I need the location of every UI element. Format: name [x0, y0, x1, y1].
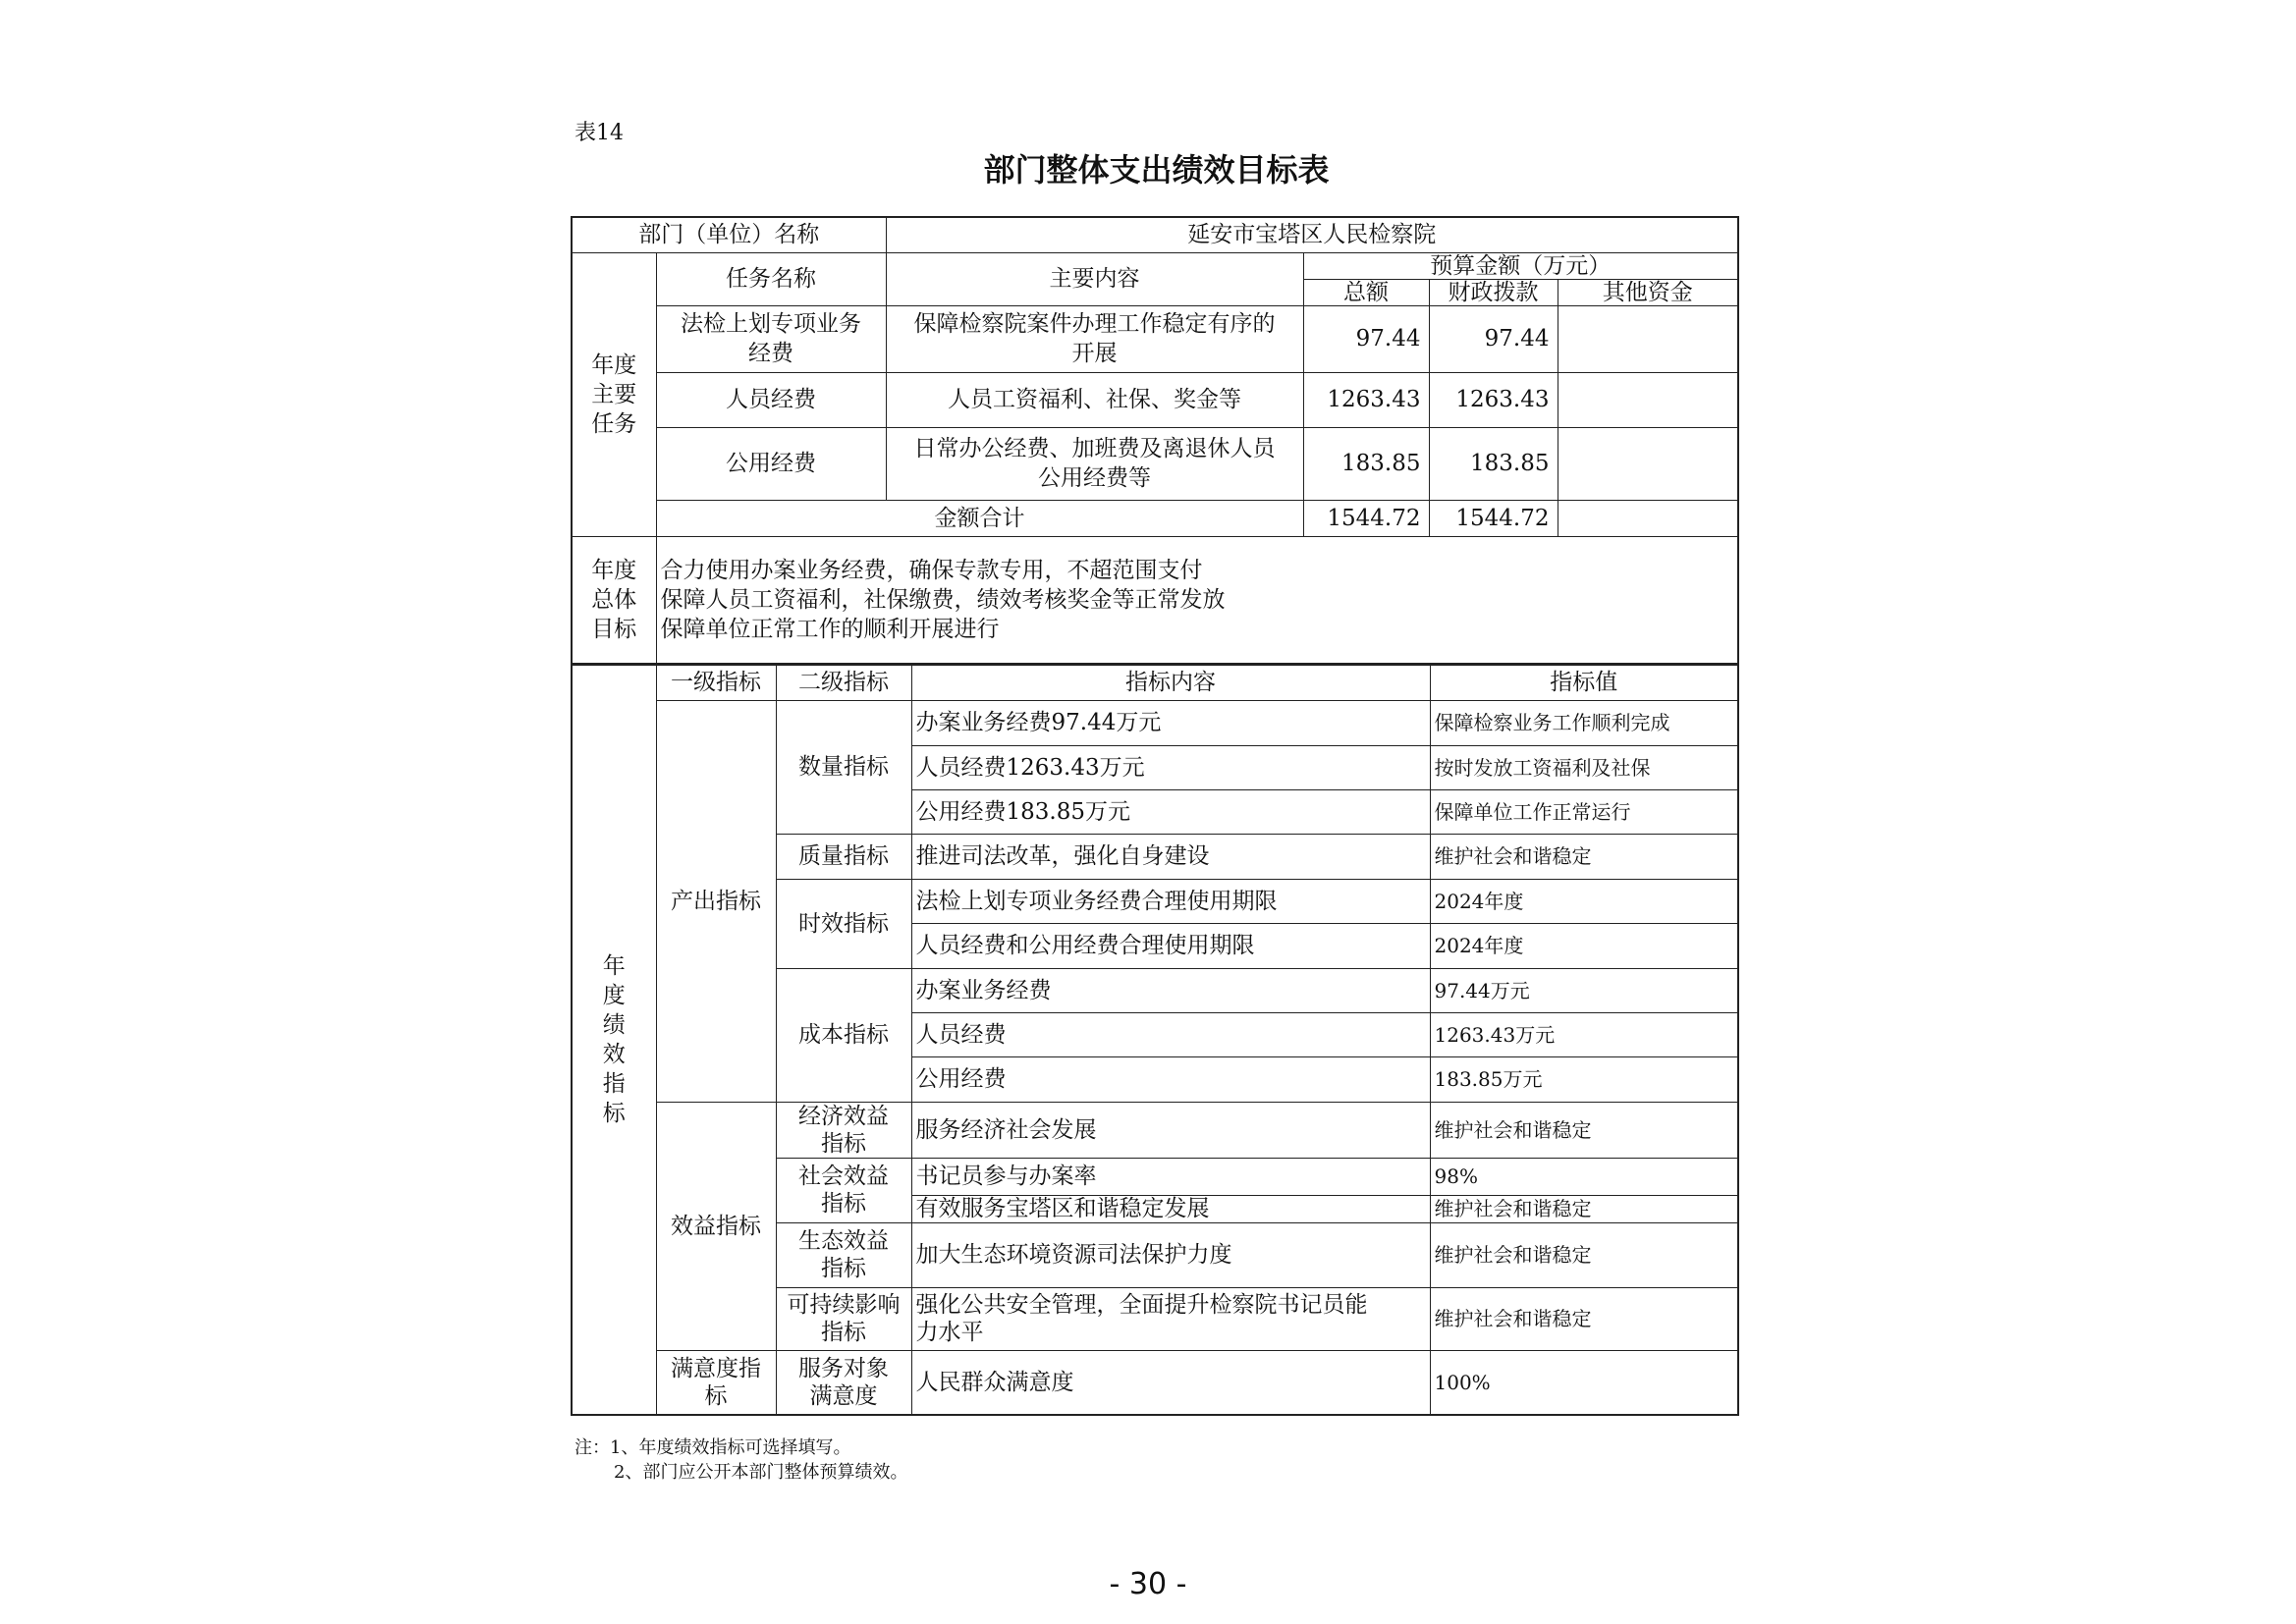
- sum-row: [572, 500, 1738, 536]
- indicator-value: 2024年度: [1430, 923, 1738, 968]
- task-total: 183.85: [1303, 427, 1429, 500]
- indicator-value: 维护社会和谐稳定: [1430, 1102, 1738, 1158]
- task-fiscal: 183.85: [1429, 427, 1558, 500]
- indicator-value: 维护社会和谐稳定: [1430, 1195, 1738, 1222]
- indicators-header-row: [572, 665, 1738, 700]
- content-header: 指标内容: [911, 665, 1430, 700]
- indicator-content: 法检上划专项业务经费合理使用期限: [911, 879, 1430, 923]
- other-header: 其他资金: [1558, 279, 1738, 305]
- task-name-header: 任务名称: [656, 252, 886, 305]
- satisfaction-indicator-label: 满意度指 标: [656, 1350, 776, 1415]
- notes: [574, 1435, 907, 1485]
- task-name: 公用经费: [656, 427, 886, 500]
- task-content: 日常办公经费、加班费及离退休人员 公用经费等: [886, 427, 1303, 500]
- indicator-content: 书记员参与办案率: [911, 1158, 1430, 1195]
- sum-fiscal: 1544.72: [1429, 500, 1558, 536]
- indicator-value: 1263.43万元: [1430, 1012, 1738, 1056]
- page-title: 部门整体支出绩效目标表: [983, 151, 1330, 189]
- tasks-header-row: [572, 252, 1738, 279]
- overall-goal-row: [572, 536, 1738, 664]
- output-indicator-label: 产出指标: [656, 700, 776, 1102]
- task-content: 人员工资福利、社保、奖金等: [886, 372, 1303, 427]
- indicator-content: 推进司法改革，强化自身建设: [911, 834, 1430, 879]
- timeliness-indicator-label: 时效指标: [776, 879, 911, 968]
- overall-goal-label: 年度 总体 目标: [572, 536, 656, 664]
- indicator-content: 公用经费: [911, 1056, 1430, 1102]
- task-other: [1558, 305, 1738, 372]
- annual-tasks-label: 年度 主要 任务: [572, 252, 656, 536]
- task-row: [572, 305, 1738, 372]
- indicator-row: [572, 1350, 1738, 1415]
- indicator-value: 100%: [1430, 1350, 1738, 1415]
- indicator-content: 人员经费1263.43万元: [911, 745, 1430, 789]
- task-name: 人员经费: [656, 372, 886, 427]
- indicator-content: 有效服务宝塔区和谐稳定发展: [911, 1195, 1430, 1222]
- quantity-indicator-label: 数量指标: [776, 700, 911, 834]
- indicator-value: 183.85万元: [1430, 1056, 1738, 1102]
- task-fiscal: 97.44: [1429, 305, 1558, 372]
- task-other: [1558, 372, 1738, 427]
- indicator-value: 98%: [1430, 1158, 1738, 1195]
- indicator-row: [572, 1102, 1738, 1158]
- task-row: [572, 427, 1738, 500]
- indicator-content: 办案业务经费97.44万元: [911, 700, 1430, 745]
- task-name: 法检上划专项业务 经费: [656, 305, 886, 372]
- satisfaction-sub-label: 服务对象 满意度: [776, 1350, 911, 1415]
- level2-header: 二级指标: [776, 665, 911, 700]
- level1-header: 一级指标: [656, 665, 776, 700]
- sum-other: [1558, 500, 1738, 536]
- cost-indicator-label: 成本指标: [776, 968, 911, 1102]
- dept-label: 部门（单位）名称: [572, 217, 886, 252]
- total-header: 总额: [1303, 279, 1429, 305]
- indicator-content: 办案业务经费: [911, 968, 1430, 1012]
- note-item: 2、部门应公开本部门整体预算绩效。: [614, 1462, 908, 1483]
- indicator-content: 强化公共安全管理，全面提升检察院书记员能 力水平: [911, 1287, 1430, 1350]
- indicator-row: [572, 700, 1738, 745]
- value-header: 指标值: [1430, 665, 1738, 700]
- indicator-content: 人民群众满意度: [911, 1350, 1430, 1415]
- task-other: [1558, 427, 1738, 500]
- note-item: 注：1、年度绩效指标可选择填写。: [574, 1437, 851, 1458]
- indicator-content: 人员经费和公用经费合理使用期限: [911, 923, 1430, 968]
- task-content: 保障检察院案件办理工作稳定有序的 开展: [886, 305, 1303, 372]
- budget-header: 预算金额（万元）: [1303, 252, 1738, 279]
- quality-indicator-label: 质量指标: [776, 834, 911, 879]
- ecological-indicator-label: 生态效益 指标: [776, 1222, 911, 1287]
- sum-label: 金额合计: [656, 500, 1303, 536]
- page-number: - 30 -: [1109, 1567, 1187, 1601]
- indicator-content: 加大生态环境资源司法保护力度: [911, 1222, 1430, 1287]
- sustainable-indicator-label: 可持续影响 指标: [776, 1287, 911, 1350]
- indicator-value: 维护社会和谐稳定: [1430, 1222, 1738, 1287]
- economic-indicator-label: 经济效益 指标: [776, 1102, 911, 1158]
- indicator-content: 服务经济社会发展: [911, 1102, 1430, 1158]
- indicator-content: 公用经费183.85万元: [911, 789, 1430, 834]
- indicator-value: 保障单位工作正常运行: [1430, 789, 1738, 834]
- task-total: 97.44: [1303, 305, 1429, 372]
- main-content-header: 主要内容: [886, 252, 1303, 305]
- task-total: 1263.43: [1303, 372, 1429, 427]
- indicator-value: 2024年度: [1430, 879, 1738, 923]
- dept-row: [572, 217, 1738, 252]
- overall-goal-text: 合力使用办案业务经费，确保专款专用，不超范围支付 保障人员工资福利，社保缴费，绩效考核奖金等正常发放 保障单位正常工作的顺利开展进行: [656, 536, 1738, 664]
- sum-total: 1544.72: [1303, 500, 1429, 536]
- benefit-indicator-label: 效益指标: [656, 1102, 776, 1350]
- indicator-value: 保障检察业务工作顺利完成: [1430, 700, 1738, 745]
- tasks-table: [571, 216, 1739, 665]
- task-row: [572, 372, 1738, 427]
- indicator-value: 97.44万元: [1430, 968, 1738, 1012]
- indicators-table: [571, 664, 1739, 1416]
- indicators-label: 年 度 绩 效 指 标: [572, 665, 656, 1415]
- indicator-value: 维护社会和谐稳定: [1430, 834, 1738, 879]
- indicator-content: 人员经费: [911, 1012, 1430, 1056]
- indicator-value: 维护社会和谐稳定: [1430, 1287, 1738, 1350]
- dept-value: 延安市宝塔区人民检察院: [886, 217, 1738, 252]
- social-indicator-label: 社会效益 指标: [776, 1158, 911, 1222]
- fiscal-header: 财政拨款: [1429, 279, 1558, 305]
- task-fiscal: 1263.43: [1429, 372, 1558, 427]
- table-number: 表14: [574, 121, 624, 145]
- indicator-value: 按时发放工资福利及社保: [1430, 745, 1738, 789]
